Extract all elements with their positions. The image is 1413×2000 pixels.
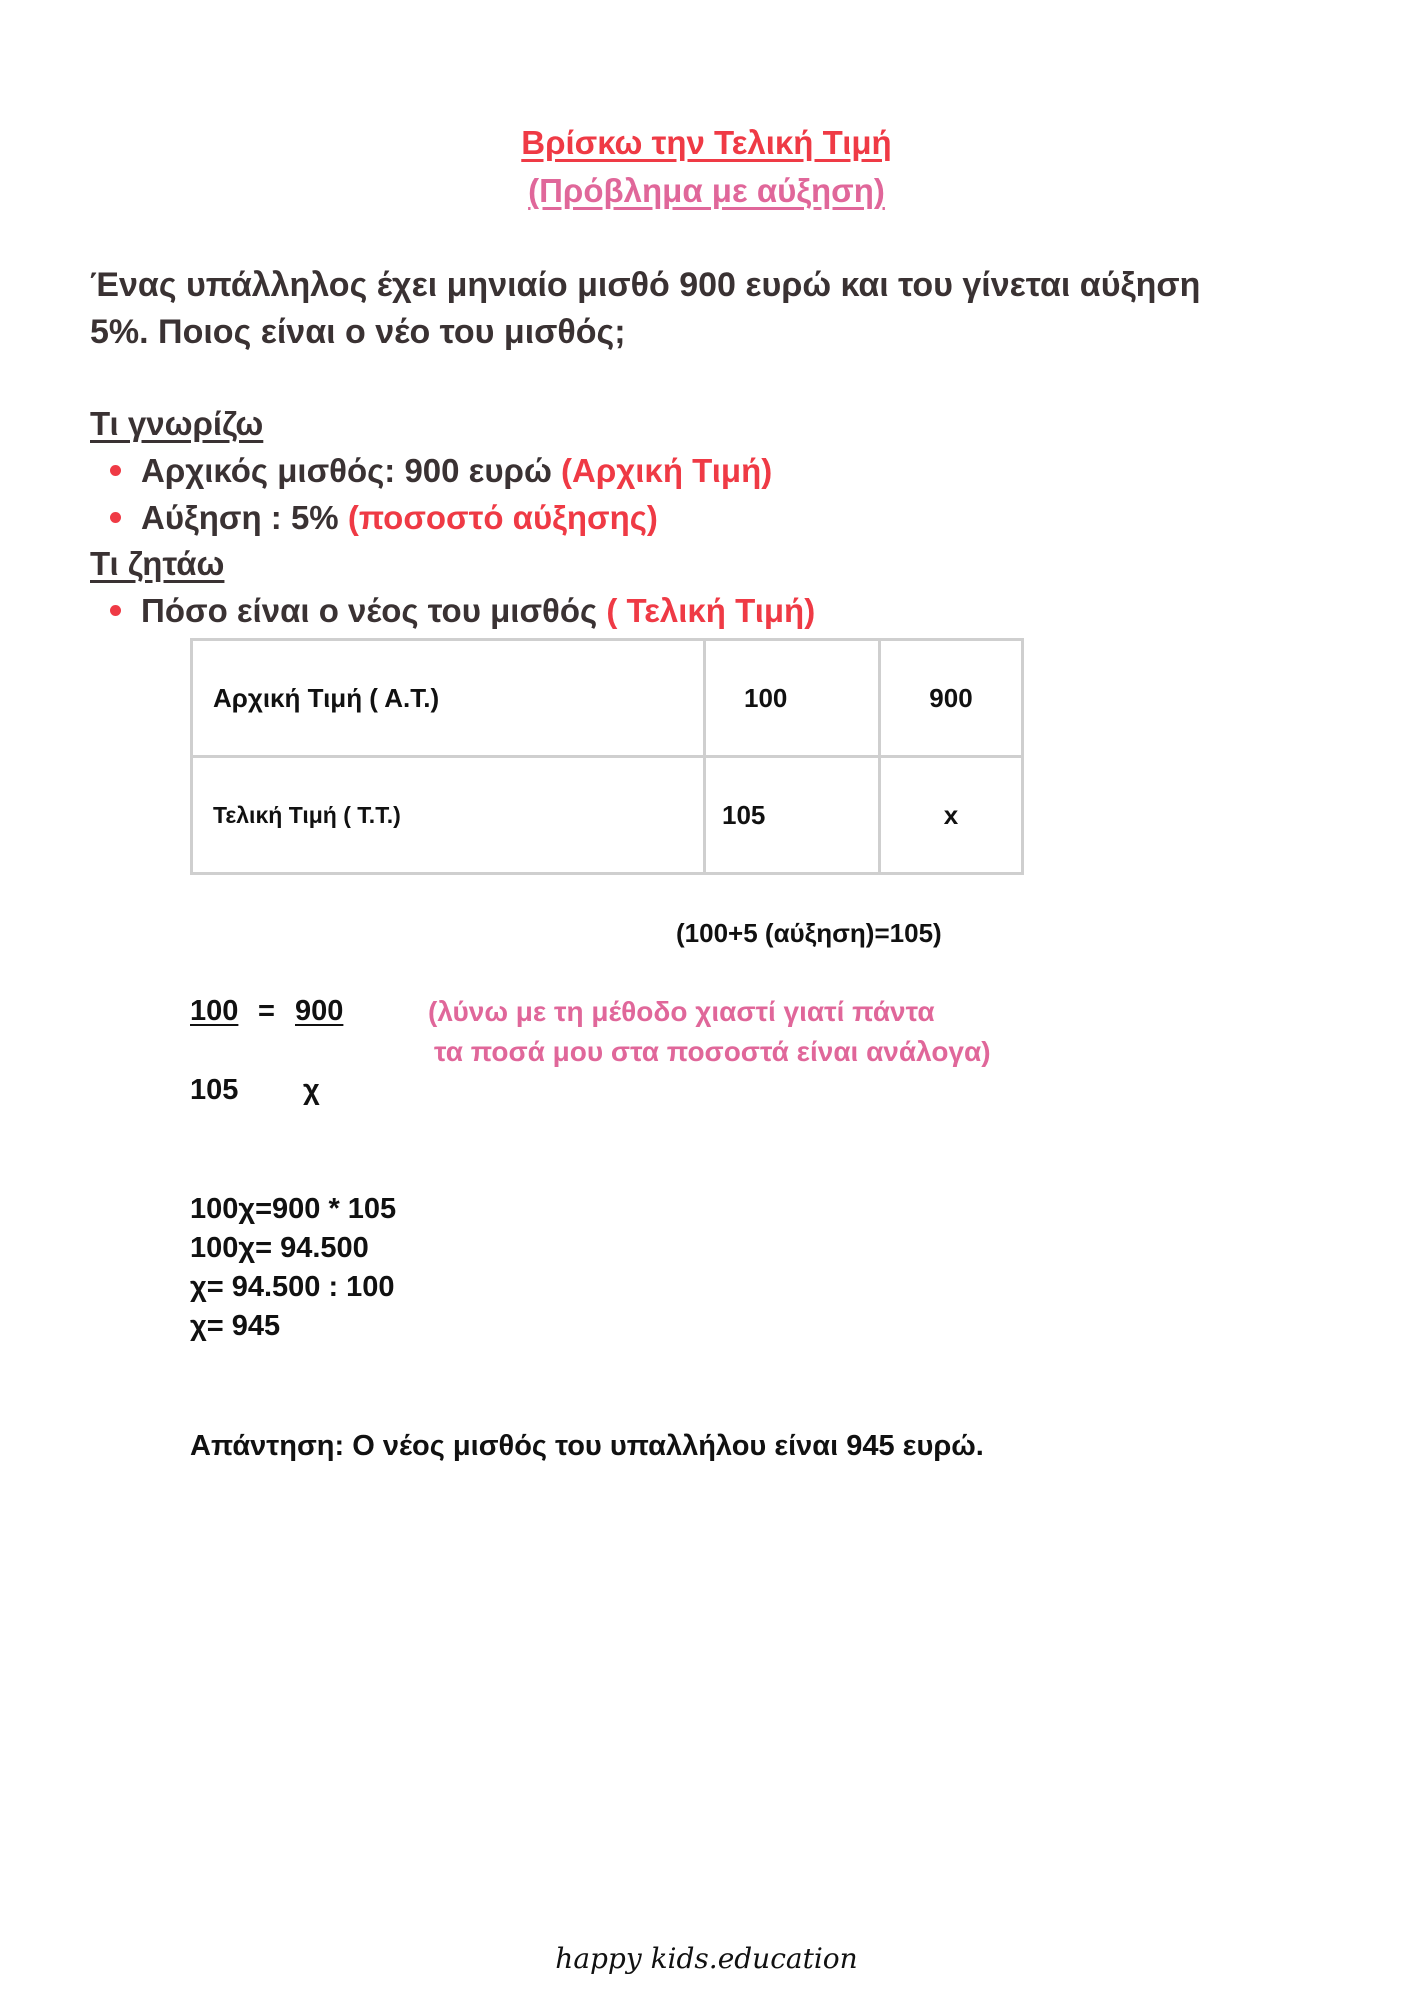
table-row xyxy=(192,640,1023,757)
proportion-d: χ xyxy=(303,1074,320,1106)
asked-item-tag: ( Τελική Τιμή) xyxy=(606,592,816,629)
page-subtitle: (Πρόβλημα με αύξηση) xyxy=(528,172,885,209)
asked-heading: Τι ζητάω xyxy=(90,545,225,582)
table-row xyxy=(192,757,1023,874)
proportion-c: 105 xyxy=(190,1074,239,1106)
table-cell: x xyxy=(880,757,1023,874)
table-cell-label: Αρχική Τιμή ( Α.Τ.) xyxy=(192,640,705,757)
known-item-tag: (ποσοστό αύξησης) xyxy=(347,499,658,536)
table-cell: 100 xyxy=(705,640,880,757)
known-item xyxy=(110,452,772,490)
bullet-icon xyxy=(110,512,121,523)
table-cell: 900 xyxy=(880,640,1023,757)
proportion-a: 100 xyxy=(190,995,239,1027)
calculation-step: 100χ= 94.500 xyxy=(190,1232,369,1264)
problem-line-1: Ένας υπάλληλος έχει μηνιαίο μισθό 900 ευρώ και του γίνεται αύξηση xyxy=(90,266,1201,304)
known-item-tag: (Αρχική Τιμή) xyxy=(561,452,773,489)
problem-statement xyxy=(90,262,1330,356)
proportion-equals: = xyxy=(258,995,275,1027)
bullet-icon xyxy=(110,465,121,476)
bullet-icon xyxy=(110,605,121,616)
increase-note: (100+5 (αύξηση)=105) xyxy=(676,918,942,948)
answer-text: Απάντηση: Ο νέος μισθός του υπαλλήλου είναι 945 ευρώ. xyxy=(190,1430,984,1462)
asked-item xyxy=(110,592,815,630)
known-item xyxy=(110,499,658,537)
asked-item-text: Πόσο είναι ο νέος του μισθός xyxy=(141,592,607,629)
page-title: Βρίσκω την Τελική Τιμή xyxy=(521,124,892,161)
method-explanation-2: τα ποσά μου στα ποσοστά είναι ανάλογα) xyxy=(434,1036,991,1067)
known-item-text: Αρχικός μισθός: 900 ευρώ xyxy=(141,452,562,489)
calculation-step: 100χ=900 * 105 xyxy=(190,1193,397,1225)
table-cell: 105 xyxy=(705,757,880,874)
known-item-text: Αύξηση : 5% xyxy=(141,499,348,536)
calculation-steps xyxy=(190,1190,396,1346)
problem-line-2: 5%. Ποιος είναι ο νέο του μισθός; xyxy=(90,313,626,351)
method-explanation-1: (λύνω με τη μέθοδο χιαστί γιατί πάντα xyxy=(428,996,935,1027)
table-cell-label: Τελική Τιμή ( Τ.Τ.) xyxy=(192,757,705,874)
calculation-step: χ= 94.500 : 100 xyxy=(190,1271,395,1303)
known-heading: Τι γνωρίζω xyxy=(90,405,264,442)
proportion-b: 900 xyxy=(295,995,344,1027)
footer-brand: happy kids.education xyxy=(555,1942,858,1975)
calculation-step: χ= 945 xyxy=(190,1310,281,1342)
ratio-table xyxy=(190,638,1024,875)
